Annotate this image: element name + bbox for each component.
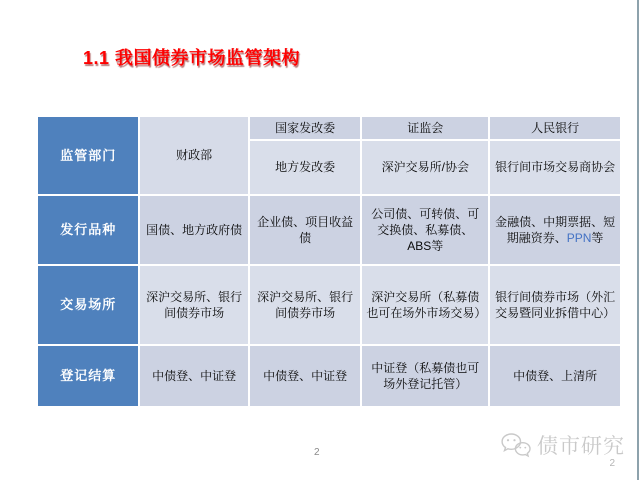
cell-trading-pboc: 银行间债券市场（外汇交易暨同业拆借中心）: [490, 266, 620, 344]
cell-settle-csrc: 中证登（私募债也可场外登记托管）: [362, 346, 488, 406]
issue-pboc-text: 金融债、中期票据、短期融资券、: [495, 214, 616, 245]
row-header-regulator: 监管部门: [38, 117, 138, 194]
watermark: [500, 430, 625, 460]
cell-settle-mof: 中债登、中证登: [140, 346, 247, 406]
cell-issue-mof: 国债、地方政府债: [140, 196, 247, 264]
cell-regulator-local-ndrc: 地方发改委: [250, 141, 361, 194]
cell-regulator-ndrc: 国家发改委: [250, 117, 361, 139]
watermark-page-number: 2: [609, 458, 615, 469]
issue-pboc-suffix: 等: [591, 231, 604, 245]
row-header-settlement: 登记结算: [38, 346, 138, 406]
cell-issue-csrc: 公司债、可转债、可交换债、私募债、ABS等: [362, 196, 488, 264]
regulation-framework-table: [36, 115, 622, 408]
row-header-trading-venue: 交易场所: [38, 266, 138, 344]
cell-trading-csrc: 深沪交易所（私募债也可在场外市场交易）: [362, 266, 488, 344]
cell-settle-pboc: 中债登、上清所: [490, 346, 620, 406]
watermark-label: 债市研究: [537, 435, 625, 458]
cell-regulator-pboc: 人民银行: [490, 117, 620, 139]
cell-regulator-nafmii: 银行间市场交易商协会: [490, 141, 620, 194]
cell-issue-ndrc: 企业债、项目收益债: [250, 196, 361, 264]
slide-page-number: 2: [314, 447, 320, 458]
cell-trading-mof: 深沪交易所、银行间债券市场: [140, 266, 247, 344]
cell-regulator-csrc: 证监会: [362, 117, 488, 139]
row-header-issue-types: 发行品种: [38, 196, 138, 264]
page-title: 1.1 我国债券市场监管架构: [83, 48, 301, 68]
issue-pboc-ppn-highlight: PPN: [566, 231, 592, 245]
cell-settle-ndrc: 中债登、中证登: [250, 346, 361, 406]
slide-edge-divider: [637, 0, 639, 480]
cell-issue-pboc: [490, 196, 620, 264]
cell-trading-ndrc: 深沪交易所、银行间债券市场: [250, 266, 361, 344]
cell-regulator-mof: 财政部: [140, 117, 247, 194]
wechat-icon: [500, 432, 532, 459]
cell-regulator-exchanges: 深沪交易所/协会: [362, 141, 488, 194]
